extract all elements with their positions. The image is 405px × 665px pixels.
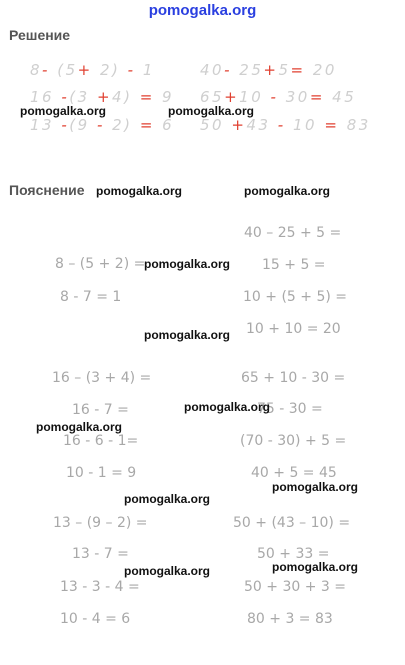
operator-sign: + [77, 61, 93, 79]
calc-right-11: 50 + 30 + 3 = [244, 579, 346, 595]
number-text: 8 [30, 61, 43, 79]
solution-line-5 [30, 116, 174, 134]
watermark: pomogalka.org [272, 560, 359, 574]
calc-right-4: 10 + 10 = 20 [246, 321, 341, 337]
operator-sign: = [139, 88, 155, 106]
number-text: (9 [69, 116, 97, 134]
number-text: 9 [154, 88, 175, 106]
watermark: pomogalka.org [36, 420, 123, 434]
operator-sign: + [263, 61, 279, 79]
watermark: pomogalka.org [124, 564, 211, 578]
calc-left-4: 16 - 7 = [72, 402, 129, 418]
number-text: 43 [246, 116, 278, 134]
calc-right-7: (70 - 30) + 5 = [240, 433, 347, 449]
watermark: pomogalka.org [184, 400, 271, 414]
calc-left-9: 13 - 3 - 4 = [60, 579, 140, 595]
number-text: 10 [239, 88, 271, 106]
calc-right-9: 50 + (43 – 10) = [233, 515, 351, 531]
number-text: 1 [142, 61, 155, 79]
calc-right-1: 40 – 25 + 5 = [244, 225, 342, 241]
watermark: pomogalka.org [20, 104, 107, 118]
calc-right-6: 75 - 30 = [257, 401, 323, 417]
watermark: pomogalka.org [96, 184, 183, 198]
calc-right-10: 50 + 33 = [257, 546, 330, 562]
number-text: 13 [30, 116, 55, 134]
calc-right-8: 40 + 5 = 45 [251, 465, 337, 481]
operator-sign: + [224, 88, 240, 106]
calc-right-3: 10 + (5 + 5) = [243, 289, 347, 305]
number-text: 30 [278, 88, 310, 106]
operator-sign: = [309, 88, 325, 106]
number-text: 20 [305, 61, 337, 79]
calc-left-6: 10 - 1 = 9 [66, 465, 137, 481]
number-text: (5 [57, 61, 78, 79]
calc-left-7: 13 – (9 – 2) = [53, 515, 148, 531]
calc-right-12: 80 + 3 = 83 [247, 611, 333, 627]
calc-left-2: 8 - 7 = 1 [60, 289, 122, 305]
calc-left-5: 16 - 6 - 1= [63, 433, 139, 449]
operator-sign: = [139, 116, 155, 134]
watermark: pomogalka.org [168, 104, 255, 118]
calc-left-10: 10 - 4 = 6 [60, 611, 131, 627]
operator-sign: - [96, 116, 105, 134]
number-text: 2) [92, 61, 128, 79]
operator-sign: = [290, 61, 306, 79]
solution-line-2 [200, 61, 337, 79]
watermark: pomogalka.org [272, 480, 359, 494]
watermark: pomogalka.org [244, 184, 331, 198]
operator-sign: - [127, 61, 143, 79]
number-text: 6 [154, 116, 175, 134]
watermark: pomogalka.org [144, 257, 231, 271]
operator-sign: = [324, 116, 340, 134]
operator-sign: - [224, 61, 240, 79]
number-text: 5 [278, 61, 291, 79]
number-text: 10 [285, 116, 325, 134]
number-text: 45 [324, 88, 357, 106]
calc-left-8: 13 - 7 = [72, 546, 129, 562]
calc-left-3: 16 – (3 + 4) = [52, 370, 152, 386]
number-text: 40 [200, 61, 225, 79]
operator-sign: + [224, 116, 247, 134]
calc-right-2: 15 + 5 = [262, 257, 326, 273]
operator-sign: - [42, 61, 58, 79]
calc-right-5: 65 + 10 - 30 = [241, 370, 346, 386]
number-text: 25 [239, 61, 264, 79]
number-text: 50 [200, 116, 225, 134]
calc-left-1: 8 – (5 + 2) = [55, 256, 146, 272]
operator-sign: - [54, 116, 70, 134]
solution-line-1 [30, 61, 155, 79]
watermark: pomogalka.org [144, 328, 231, 342]
explanation-heading: Пояснение [9, 182, 85, 198]
operator-sign: - [54, 88, 70, 106]
operator-sign: - [270, 88, 279, 106]
number-text: (3 [69, 88, 97, 106]
operator-sign: + [96, 88, 113, 106]
solution-line-6 [200, 116, 371, 134]
operator-sign: - [277, 116, 286, 134]
number-text: 65 [200, 88, 225, 106]
site-title[interactable]: pomogalka.org [148, 2, 257, 19]
number-text: 2) [104, 116, 140, 134]
number-text: 4) [112, 88, 140, 106]
number-text: 83 [339, 116, 371, 134]
watermark: pomogalka.org [124, 492, 211, 506]
number-text: 16 [30, 88, 55, 106]
solution-heading: Решение [9, 27, 71, 43]
